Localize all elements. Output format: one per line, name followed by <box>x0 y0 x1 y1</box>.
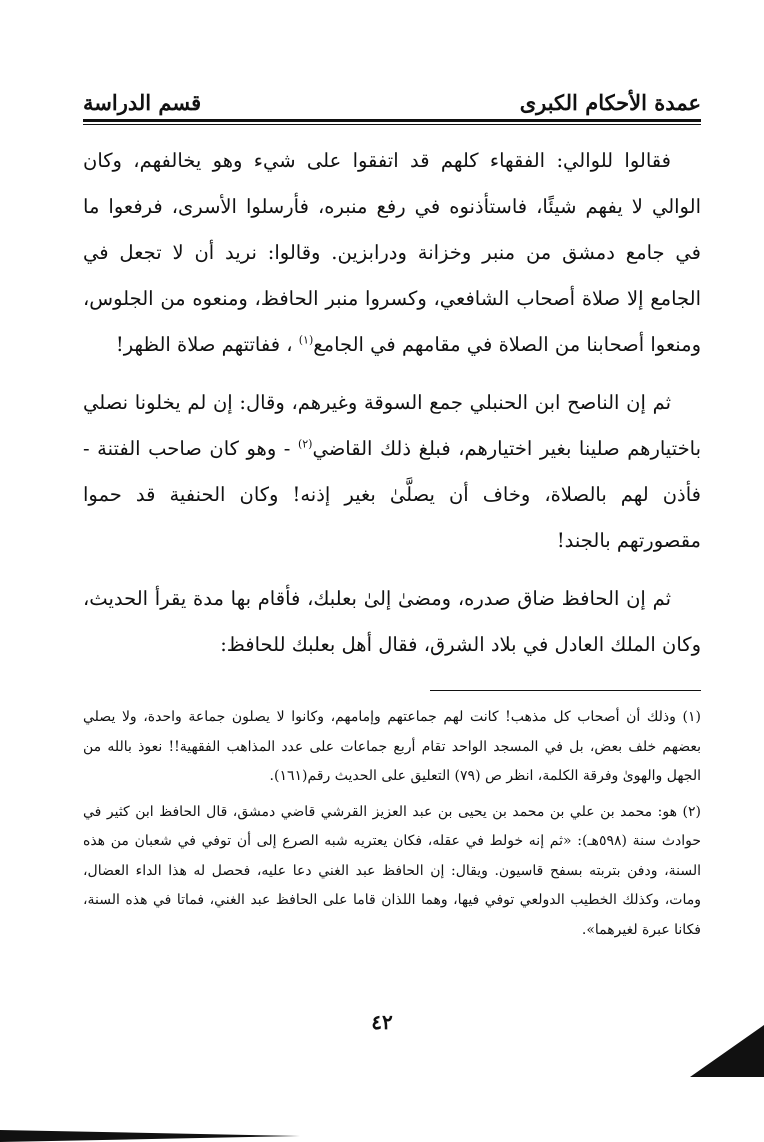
paragraph-text: ثم إن الناصح ابن الحنبلي جمع السوقة وغيرهم، وقال: إن لم يخلونا نصلي باختيارهم صلينا بغير اختيارهم، فبلغ ذلك القاضي <box>83 391 702 460</box>
paragraph <box>83 138 701 368</box>
paragraph <box>83 380 701 564</box>
scan-edge-shadow-bottom <box>0 1120 300 1142</box>
paragraph-text: فقالوا للوالي: الفقهاء كلهم قد اتفقوا على شيء وهو يخالفهم، وكان الوالي لا يفهم شيئًا، فاستأذنوه في رفع منبره، فأرسلوا الأسرى، فرفعوا ما في جامع دمشق من منبر وخزانة ودرابزين. وقالوا: نريد أن لا تجعل في الجامع إلا صلاة أصحاب الشافعي، وكسروا منبر الحافظ، ومنعوه من الجلوس، ومنعوا أصحابنا من الصلاة في مقامهم في الجامع <box>83 149 701 356</box>
paragraph-text-continued: - وهو كان صاحب الفتنة - فأذن لهم بالصلاة، وخاف أن يصلَّىٰ بغير إذنه! وكان الحنفية قد حموا مقصورتهم بالجند! <box>83 437 701 552</box>
paragraph-text-continued: ، ففاتتهم صلاة الظهر! <box>115 333 293 356</box>
footnote: (٢) هو: محمد بن علي بن محمد بن يحيى بن عبد العزيز القرشي قاضي دمشق، قال الحافظ ابن كثير في حوادث سنة (٥٩٨هـ): «ثم إنه خولط في عقله، فكان يعتريه شبه الصرع إلى أن توفي في شعبان من هذه السنة، ودفن بتربته بسفح قاسيون. ويقال: إن الحافظ عبد الغني دعا عليه، فحصل له هذا الداء العضال، ومات، وكذلك الخطيب الدولعي توفي فيها، وهما اللذان قاما على الحافظ عبد الغني، فماتا في هذه السنة، فكانا عبرة لغيرهما». <box>83 803 702 938</box>
scan-edge-shadow-right <box>690 1025 764 1077</box>
main-text <box>83 138 701 680</box>
footnotes <box>83 703 701 951</box>
paragraph-text: ثم إن الحافظ ضاق صدره، ومضىٰ إلىٰ بعلبك، فأقام بها مدة يقرأ الحديث، وكان الملك العادل في بلاد الشرق، فقال أهل بعلبك للحافظ: <box>83 587 701 656</box>
header-rule <box>83 119 701 122</box>
page-number: ٤٢ <box>371 1010 393 1034</box>
footnote-marker: (٢) <box>297 437 313 451</box>
footnote: (١) وذلك أن أصحاب كل مذهب! كانت لهم جماعتهم وإمامهم، وكانوا لا يصلون جماعة واحدة، ولا يصلي بعضهم خلف بعض، بل في المسجد الواحد تقام أربع جماعات على عدد المذاهب الفقهية!! نعوذ بالله من الجهل والهوىٰ وفرقة الكلمة، انظر ص (٧٩) التعليق على الحديث رقم(١٦١). <box>83 709 701 784</box>
header-rule-thin <box>83 124 701 125</box>
running-header <box>83 88 701 116</box>
section-title: قسم الدراسة <box>83 90 202 115</box>
paragraph <box>83 576 701 668</box>
footnote-separator <box>430 690 701 691</box>
footnote-marker: (١) <box>298 333 314 347</box>
book-title: عمدة الأحكام الكبرى <box>519 90 701 115</box>
